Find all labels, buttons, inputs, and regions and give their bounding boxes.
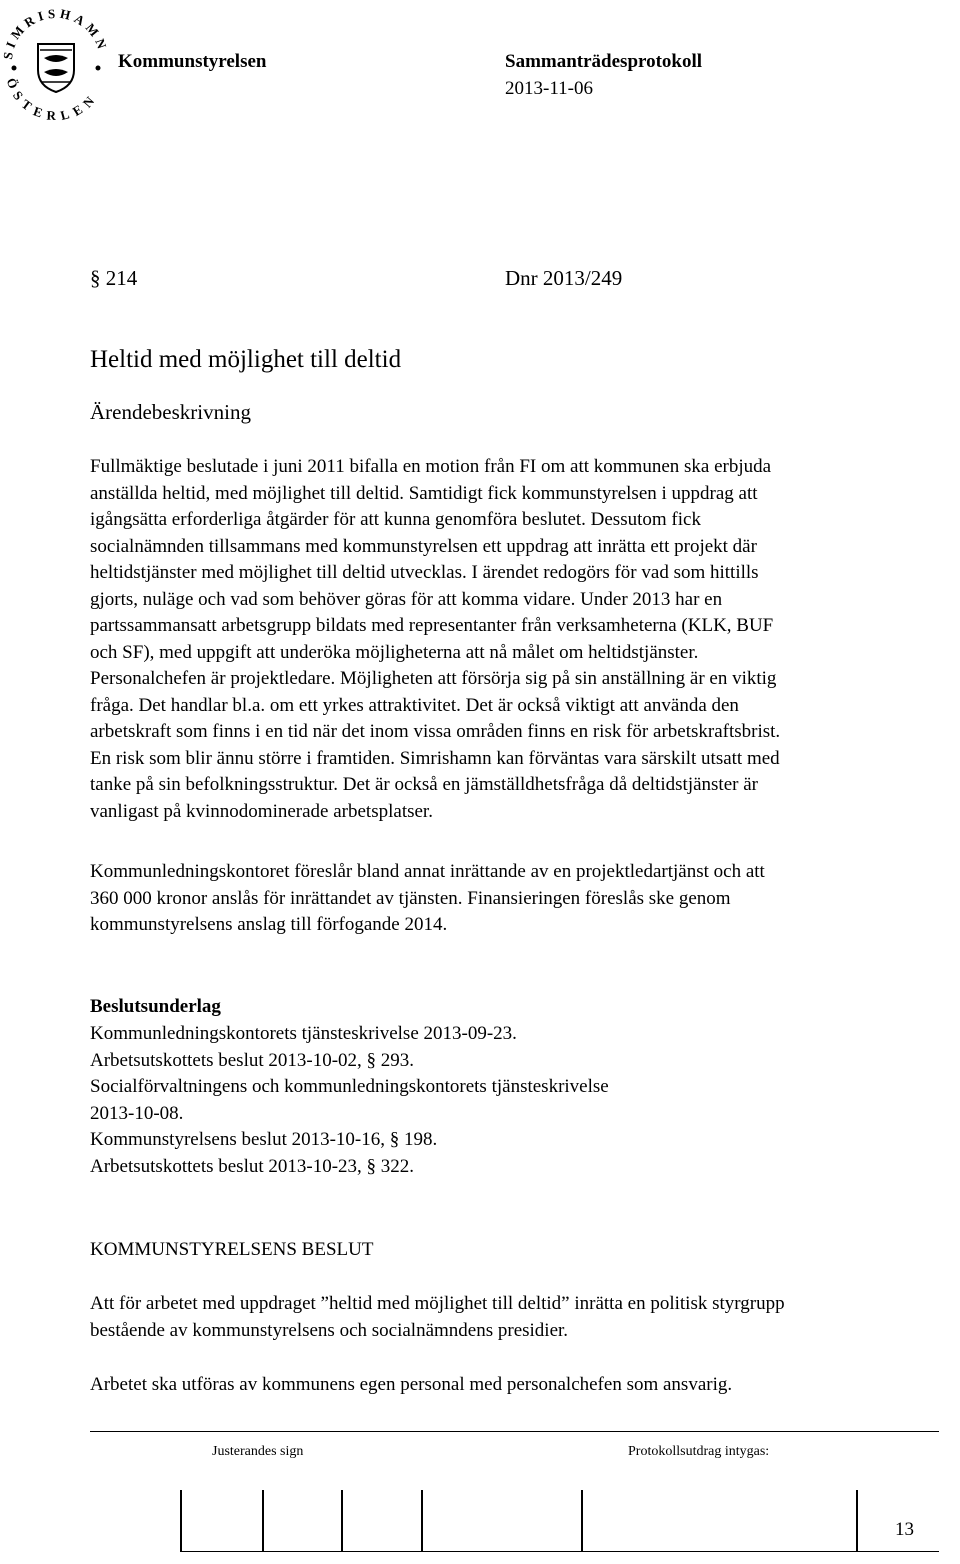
justerandes-sign-label: Justerandes sign	[212, 1444, 304, 1459]
signature-baseline	[180, 1551, 584, 1552]
text-line: tanke på sin befolkningsstruktur. Det är också en jämställdhetsfråga då deltidstjänster är	[90, 774, 758, 795]
basis-list	[90, 1021, 609, 1180]
text-line: Kommunledningskontoret föreslår bland annat inrättande av en projektledartjänst och att	[90, 861, 765, 882]
diary-number: Dnr 2013/249	[505, 266, 623, 290]
text-line: gjorts, nuläge och vad som behöver göras för att komma vidare. Under 2013 har en	[90, 588, 723, 610]
page-number: 13	[895, 1519, 914, 1540]
protokollsutdrag-label: Protokollsutdrag intygas:	[628, 1444, 770, 1459]
text-line: heltidstjänster med möjlighet till deltid utvecklas. I ärendet redogörs för vad som hittills	[90, 562, 759, 583]
text-line: 360 000 kronor anslås för inrättandet av tjänsten. Finansieringen föreslås ske genom	[90, 887, 731, 909]
case-description	[90, 454, 780, 825]
text-line: socialnämnden tillsammans med kommunstyrelsen ett uppdrag att inrätta ett projekt där	[90, 535, 757, 557]
meeting-date: 2013-11-06	[505, 78, 593, 99]
signature-box-divider	[856, 1490, 858, 1552]
footer-divider	[90, 1431, 939, 1432]
basis-item: Arbetsutskottets beslut 2013-10-23, § 322.	[90, 1155, 415, 1177]
basis-item: Kommunledningskontorets tjänsteskrivelse 2013-09-23.	[90, 1023, 517, 1044]
svg-text:SIMRISHAMN: SIMRISHAMN	[0, 5, 111, 61]
proposal-paragraph	[90, 859, 765, 939]
text-line: vanligast på kvinnodominerade arbetsplatser.	[90, 800, 433, 822]
text-line: igångsätta erforderliga åtgärder för att kunna genomföra beslutet. Dessutom fick	[90, 509, 701, 530]
decision-paragraph-execution: Arbetet ska utföras av kommunens egen personal med personalchefen som ansvarig.	[90, 1374, 733, 1395]
text-line: Personalchefen är projektledare. Möjligheten att försörja sig på sin anställning är en viktig	[90, 668, 777, 689]
decision-paragraph	[90, 1291, 785, 1344]
text-line: fråga. Det handlar bl.a. om ett yrkes attraktivitet. Det är också viktigt att använda den	[90, 694, 739, 716]
signature-box-divider	[581, 1490, 583, 1552]
signature-box-divider	[180, 1490, 182, 1552]
text-line: anställda heltid, med möjlighet till deltid. Samtidigt fick kommunstyrelsen i uppdrag att	[90, 482, 758, 504]
text-line: och SF), med uppgift att underöka möjligheterna att nå målet om heltidstjänster.	[90, 641, 699, 663]
signature-box-divider	[262, 1490, 264, 1552]
text-line: Fullmäktige beslutade i juni 2011 bifalla en motion från FI om att kommunen ska erbjuda	[90, 456, 772, 477]
text-line: En risk som blir ännu större i framtiden. Simrishamn kan förväntas vara särskilt utsatt med	[90, 747, 780, 769]
text-line: arbetskraft som finns i en tid när det inom vissa områden finns en risk för arbetskraftsbrist.	[90, 721, 781, 742]
text-line: kommunstyrelsens anslag till förfogande 2014.	[90, 914, 448, 935]
case-title: Heltid med möjlighet till deltid	[90, 346, 402, 373]
basis-item: Arbetsutskottets beslut 2013-10-02, § 293.	[90, 1049, 415, 1071]
signature-box-divider	[341, 1490, 343, 1552]
basis-item: Socialförvaltningens och kommunledningskontorets tjänsteskrivelse	[90, 1076, 609, 1097]
signature-box-divider	[421, 1490, 423, 1552]
text-line: bestående av kommunstyrelsens och socialnämndens presidier.	[90, 1319, 569, 1341]
text-line: Att för arbetet med uppdraget ”heltid med möjlighet till deltid” inrätta en politisk styrgrupp	[90, 1293, 785, 1314]
section-number: § 214	[90, 266, 138, 290]
document-type: Sammanträdesprotokoll	[505, 51, 703, 72]
attestation-baseline	[581, 1551, 939, 1552]
decision-heading: KOMMUNSTYRELSENS BESLUT	[90, 1239, 374, 1260]
municipality-logo	[0, 0, 112, 125]
basis-heading: Beslutsunderlag	[90, 996, 221, 1017]
case-description-heading: Ärendebeskrivning	[90, 400, 251, 424]
basis-item: Kommunstyrelsens beslut 2013-10-16, § 198.	[90, 1129, 438, 1150]
text-line: partssammansatt arbetsgrupp bildats med representanter från verksamheterna (KLK, BUF	[90, 615, 774, 636]
organization-name: Kommunstyrelsen	[118, 51, 267, 72]
svg-text:ÖSTERLEN: ÖSTERLEN	[3, 75, 102, 124]
basis-item: 2013-10-08.	[90, 1102, 184, 1124]
